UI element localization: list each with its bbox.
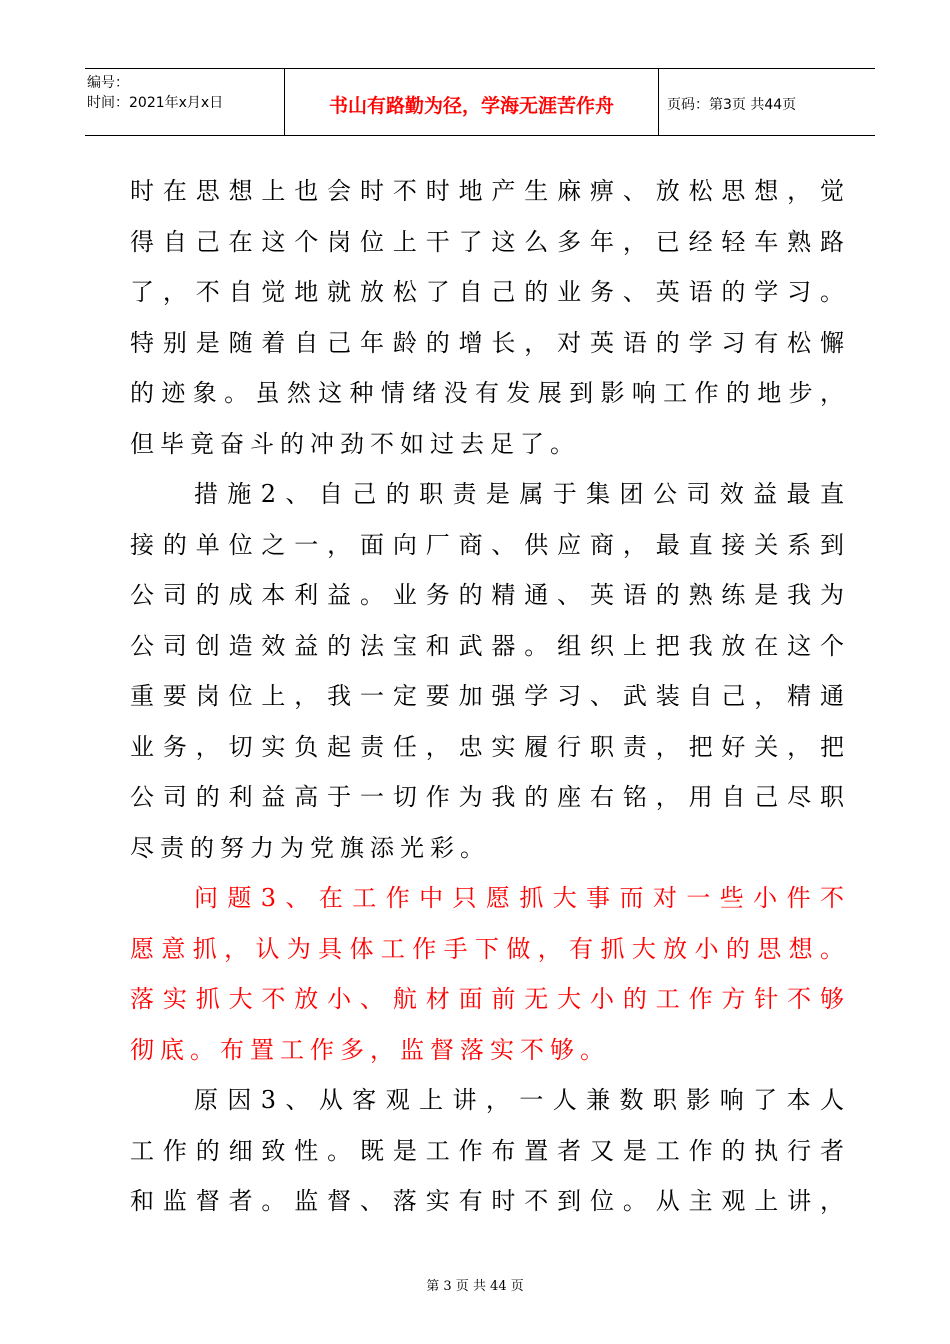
cause-paragraph-line: 原因3、从客观上讲，一人兼数职影响了本人: [194, 1086, 844, 1114]
body-line: 和监督者。监督、落实有时不到位。从主观上讲，: [130, 1187, 844, 1215]
body-line: 得自己在这个岗位上干了这么多年，已经轻车熟路: [130, 227, 844, 256]
body-line: 尽责的努力为党旗添光彩。: [130, 833, 490, 862]
body-line: 接的单位之一，面向厂商、供应商，最直接关系到: [130, 530, 844, 559]
doc-time-label: 时间：2021年x月x日: [87, 95, 224, 111]
page-header: [85, 68, 875, 136]
header-meta: [85, 69, 285, 135]
problem-paragraph-line: 问题3、在工作中只愿抓大事而对一些小件不: [194, 884, 844, 912]
body-line: 公司的成本利益。业务的精通、英语的熟练是我为: [130, 581, 844, 609]
body-line: 了，不自觉地就放松了自己的业务、英语的学习。: [130, 278, 844, 306]
problem-line: 彻底。布置工作多，监督落实不够。: [130, 1035, 610, 1064]
problem-line: 愿意抓，认为具体工作手下做，有抓大放小的思想。: [130, 934, 844, 963]
body-line: 公司的利益高于一切作为我的座右铭，用自己尽职: [130, 783, 844, 811]
body-line: 业务，切实负起责任，忠实履行职责，把好关，把: [130, 732, 844, 761]
body-line: 的迹象。虽然这种情绪没有发展到影响工作的地步，: [130, 379, 844, 407]
header-page-label: 页码：第3页 共44页: [667, 97, 797, 113]
document-body: [130, 166, 844, 1227]
body-line: 时在思想上也会时不时地产生麻痹、放松思想，觉: [130, 177, 844, 205]
body-line: 但毕竟奋斗的冲劲不如过去足了。: [130, 429, 580, 458]
body-line: 重要岗位上，我一定要加强学习、武装自己，精通: [130, 682, 844, 710]
body-line: 特别是随着自己年龄的增长，对英语的学习有松懈: [130, 328, 844, 357]
measure-paragraph-line: 措施2、自己的职责是属于集团公司效益最直: [194, 480, 844, 508]
page-footer: 第 3 页 共 44 页: [426, 1279, 524, 1294]
problem-line: 落实抓大不放小、航材面前无大小的工作方针不够: [130, 985, 844, 1013]
body-line: 工作的细致性。既是工作布置者又是工作的执行者: [130, 1136, 844, 1165]
doc-number-label: 编号：: [87, 75, 129, 91]
header-motto: 书山有路勤为径，学海无涯苦作舟: [285, 69, 659, 135]
body-line: 公司创造效益的法宝和武器。组织上把我放在这个: [130, 631, 844, 660]
